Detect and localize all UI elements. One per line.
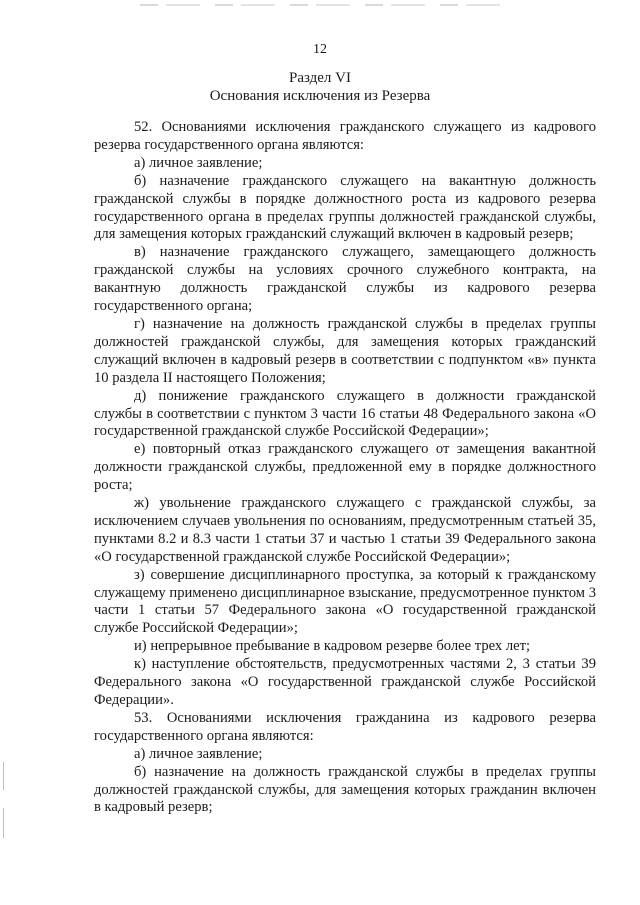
list-item-52a: а) личное заявление;: [134, 154, 263, 171]
list-item-52k: к) наступление обстоятельств, предусмотренных частями 2, 3 статьи 39 Федерального закона «О государственной гражданской службе Российской Федерации».: [94, 656, 596, 708]
list-item-52b: б) назначение гражданского служащего на вакантную должность гражданской службы в порядке должностного роста из кадрового резерва государственного органа в пределах группы должностей гражданской службы, для замещения которых гражданский служащий включен в кадровый резерв;: [94, 172, 596, 243]
scan-artifact-top: [140, 4, 500, 6]
list-item-53b: б) назначение на должность гражданской службы в пределах группы должностей гражданской службы, для замещения которых гражданин включен в кадровый резерв;: [94, 763, 596, 816]
section-heading: Раздел VI: [288, 70, 351, 86]
list-item-52e: е) повторный отказ гражданского служащего от замещения вакантной должности гражданской службы, предложенной ему в порядке должностного роста;: [94, 441, 596, 494]
list-item-52d: д) понижение гражданского служащего в должности гражданской службы в соответствии с пунктом 3 части 16 статьи 48 Федерального закона «О государственной гражданской службе Российской Федерации»;: [94, 387, 596, 440]
page-number: 12: [313, 42, 327, 57]
document-body: [94, 119, 596, 817]
list-item-52v: в) назначение гражданского служащего, замещающего должность гражданской службы на условиях срочного служебного контракта, на вакантную должность гражданской службы из кадрового резерва государственного органа;: [94, 244, 596, 315]
section-title: Основания исключения из Резерва: [209, 88, 431, 104]
list-item-52z: з) совершение дисциплинарного проступка, за который к гражданскому служащему применено дисциплинарное взыскание, предусмотренное пунктом 3 части 1 статьи 57 Федерального закона «О государственной гражданской службе Российской Федерации»;: [94, 566, 596, 637]
list-item-53a: а) личное заявление;: [134, 745, 263, 762]
list-item-52i: и) непрерывное пребывание в кадровом резерве более трех лет;: [134, 638, 531, 655]
scan-artifact-left: [3, 762, 4, 790]
list-item-52zh: ж) увольнение гражданского служащего с гражданской службы, за исключением случаев увольнения по основаниям, предусмотренным статьей 35, пунктами 8.2 и 8.3 части 1 статьи 37 и частью 1 статьи 39 Федерального закона «О государственной гражданской службе Российской Федерации»;: [94, 495, 596, 565]
paragraph-53: 53. Основаниями исключения гражданина из кадрового резерва государственного органа являются:: [94, 709, 596, 744]
list-item-52g: г) назначение на должность гражданской службы в пределах группы должностей гражданской службы, для замещения которых гражданский служащий включен в кадровый резерв в соответствии с подпунктом «в» пункта 10 раздела II настоящего Положения;: [94, 315, 596, 386]
paragraph-52: 52. Основаниями исключения гражданского служащего из кадрового резерва государственного органа являются:: [94, 119, 596, 153]
scan-artifact-left: [3, 808, 4, 838]
